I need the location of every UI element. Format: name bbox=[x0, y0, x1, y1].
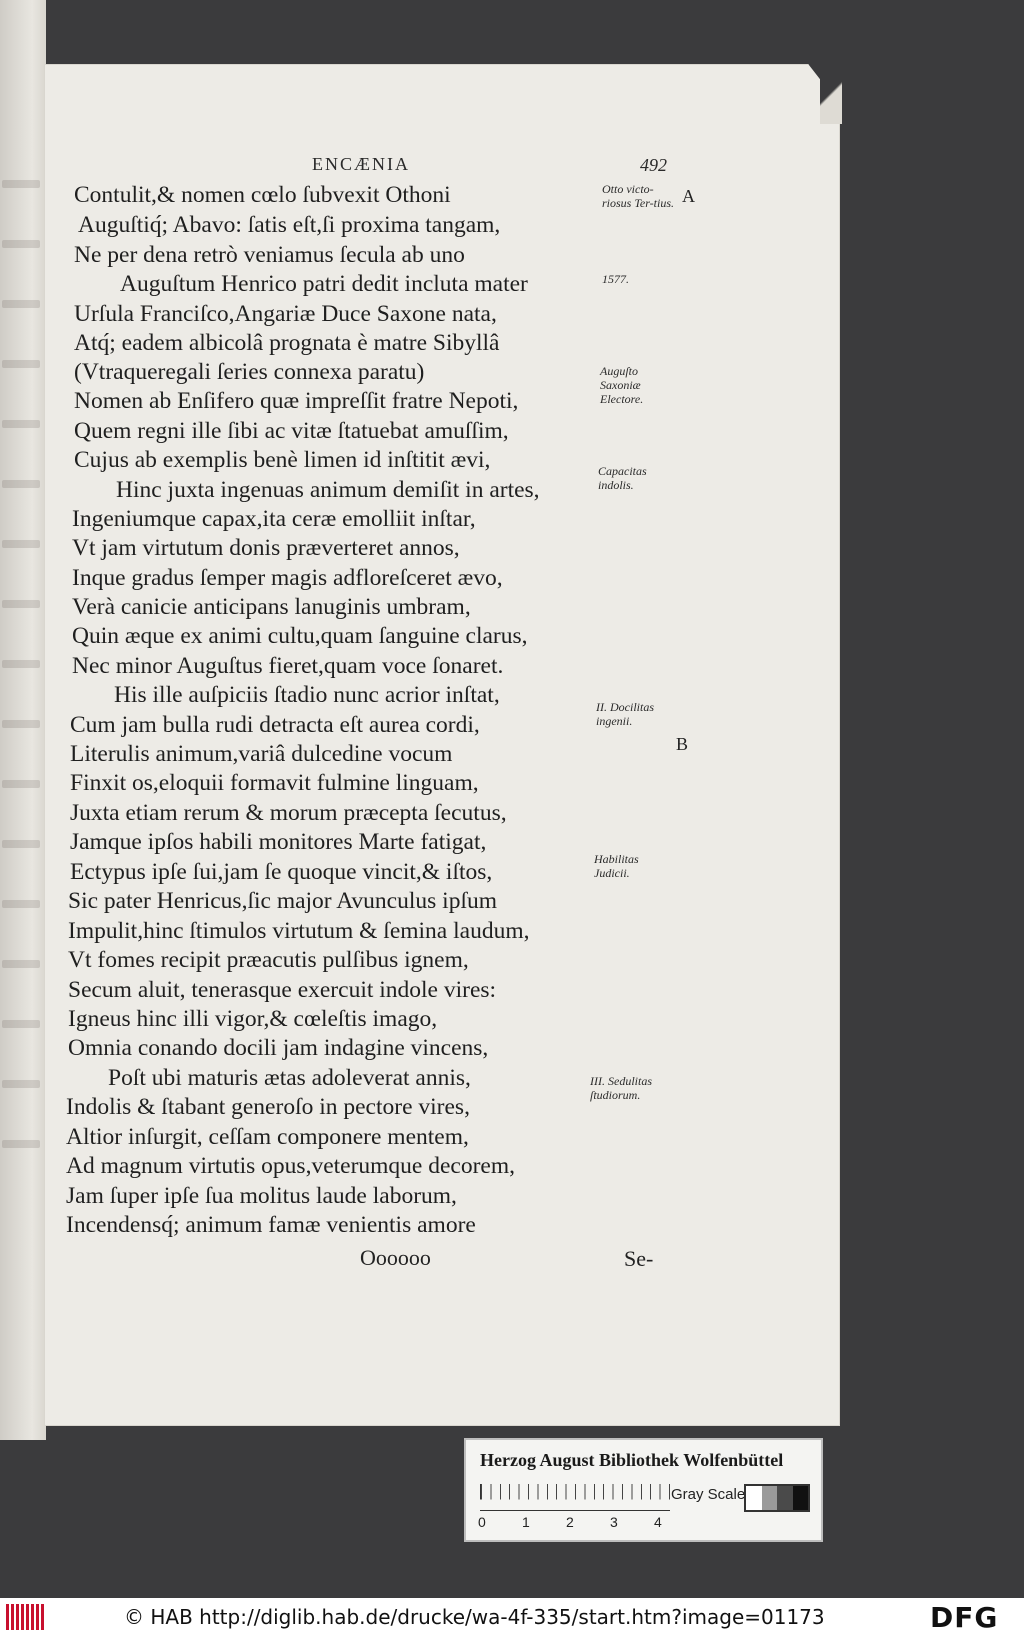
verse-line: Auguſtiq́; Abavo: ſatis eſt,ſi proxima tangam, bbox=[78, 212, 501, 238]
verse-line: Urſula Franciſco,Angariæ Duce Saxone nata, bbox=[74, 301, 497, 327]
adjacent-page-edge bbox=[0, 0, 46, 1440]
verse-line: (Vtraqueregali ſeries connexa paratu) bbox=[74, 359, 425, 385]
gray-scale-swatches bbox=[744, 1484, 810, 1512]
verse-line: Igneus hinc illi vigor,& cœleſtis imago, bbox=[68, 1006, 438, 1032]
verse-line: Juxta etiam rerum & morum præcepta ſecutus, bbox=[70, 800, 507, 826]
verse-line: Omnia conando docili jam indagine vincens, bbox=[68, 1035, 489, 1061]
verse-line: Incendensq́; animum famæ venientis amore bbox=[66, 1212, 476, 1238]
verse-line: Literulis animum,variâ dulcedine vocum bbox=[70, 741, 453, 767]
verse-line: Nec minor Auguſtus fieret,quam voce ſonaret. bbox=[72, 653, 504, 679]
verse-line: Nomen ab Enſifero quæ impreſſit fratre Nepoti, bbox=[74, 388, 519, 414]
verse-line: Poſt ubi maturis ætas adoleverat annis, bbox=[108, 1065, 471, 1091]
verse-line: Finxit os,eloquii formavit fulmine linguam, bbox=[70, 770, 479, 796]
verse-line: Hinc juxta ingenuas animum demiſit in artes, bbox=[116, 477, 540, 503]
verse-line: Jamque ipſos habili monitores Marte fatigat, bbox=[70, 829, 487, 855]
margin-note: III. Sedulitas ſtudiorum. bbox=[590, 1074, 652, 1102]
margin-note: Otto victo-riosus Ter-tius. bbox=[602, 182, 675, 210]
verse-line: Vt fomes recipit præacutis pulſibus ignem, bbox=[68, 947, 469, 973]
verse-line: Ectypus ipſe ſui,jam ſe quoque vincit,& iſtos, bbox=[70, 859, 493, 885]
hab-logo-icon bbox=[6, 1604, 44, 1630]
dfg-logo: DFG bbox=[930, 1601, 999, 1634]
verse-line: His ille auſpiciis ſtadio nunc acrior inſtat, bbox=[114, 682, 500, 708]
verse-line: Indolis & ſtabant generoſo in pectore vires, bbox=[66, 1094, 470, 1120]
verse-line: Secum aluit, tenerasque exercuit indole vires: bbox=[68, 977, 497, 1003]
verse-line: Impulit,hinc ſtimulos virtutum & ſemina laudum, bbox=[68, 918, 530, 944]
verse-line: Auguſtum Henrico patri dedit incluta mater bbox=[120, 271, 528, 297]
color-scale-card bbox=[466, 1440, 821, 1540]
verse-line: Inque gradus ſemper magis adfloreſceret ævo, bbox=[72, 565, 503, 591]
catchword: Se- bbox=[624, 1246, 654, 1271]
margin-note: 1577. bbox=[602, 272, 629, 286]
margin-note: II. Docilitas ingenii. bbox=[596, 700, 654, 728]
verse-line: Verà canicie anticipans lanuginis umbram, bbox=[72, 594, 471, 620]
verse-line: Sic pater Henricus,ſic major Avunculus ipſum bbox=[68, 888, 498, 914]
library-name: Herzog August Bibliothek Wolfenbüttel bbox=[480, 1450, 784, 1470]
verse-line: Quem regni ille ſibi ac vitæ ſtatuebat amuſſim, bbox=[74, 418, 509, 444]
verse-line: Cum jam bulla rudi detracta eſt aurea cordi, bbox=[70, 712, 480, 738]
page-number: 492 bbox=[640, 155, 667, 175]
gray-scale-label: Gray Scale bbox=[671, 1486, 746, 1503]
margin-note: Auguſto Saxoniæ Electore. bbox=[600, 364, 644, 406]
ruler-number: 4 bbox=[654, 1514, 662, 1530]
gray-swatch bbox=[793, 1486, 809, 1510]
verse-line: Quin æque ex animi cultu,quam ſanguine clarus, bbox=[72, 623, 528, 649]
verse-line: Vt jam virtutum donis præverteret annos, bbox=[72, 535, 460, 561]
verse-line: Contulit,& nomen cœlo ſubvexit Othoni bbox=[74, 182, 451, 208]
page-corner bbox=[820, 64, 842, 124]
verse-line: Jam ſuper ipſe ſua molitus laude laborum, bbox=[66, 1183, 457, 1209]
verse-line: Ne per dena retrò veniamus ſecula ab uno bbox=[74, 242, 465, 268]
ruler-number: 3 bbox=[610, 1514, 618, 1530]
signature-mark: Oooooo bbox=[360, 1245, 431, 1270]
footer-bar bbox=[0, 1598, 1024, 1636]
gray-swatch bbox=[777, 1486, 793, 1510]
ruler-number: 1 bbox=[522, 1514, 530, 1530]
verse-line: Altior inſurgit, ceſſam componere mentem, bbox=[66, 1124, 469, 1150]
running-head: ENCÆNIA bbox=[312, 154, 410, 174]
gray-swatch bbox=[746, 1486, 762, 1510]
ruler-number: 2 bbox=[566, 1514, 574, 1530]
margin-note: Habilitas Judicii. bbox=[594, 852, 639, 880]
section-letter-b: B bbox=[676, 734, 689, 754]
ruler-ticks bbox=[480, 1484, 671, 1510]
verse-line: Cujus ab exemplis benè limen id inſtitit ævi, bbox=[74, 447, 491, 473]
ruler-number: 0 bbox=[478, 1514, 486, 1530]
section-letter-a: A bbox=[682, 186, 695, 206]
ruler-baseline bbox=[480, 1510, 670, 1511]
verse-line: Ingeniumque capax,ita ceræ emolliit inſtar, bbox=[72, 506, 476, 532]
footer-credit-link[interactable]: © HAB http://diglib.hab.de/drucke/wa-4f-335/start.htm?image=01173 bbox=[124, 1605, 825, 1629]
verse-line: Ad magnum virtutis opus,veterumque decorem, bbox=[66, 1153, 516, 1179]
gray-swatch bbox=[762, 1486, 778, 1510]
margin-note: Capacitas indolis. bbox=[598, 464, 647, 492]
verse-line: Atq́; eadem albicolâ prognata è matre Sibyllâ bbox=[74, 330, 500, 356]
